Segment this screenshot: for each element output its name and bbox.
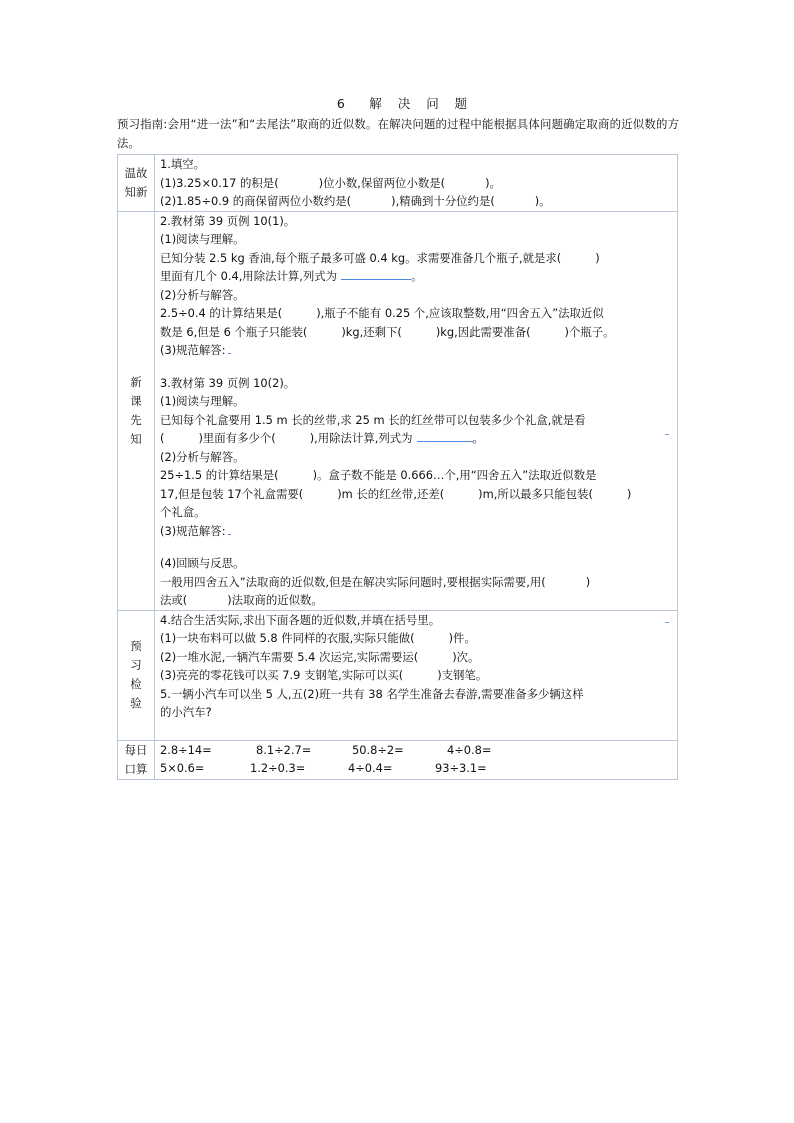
answer-underline[interactable] — [341, 268, 411, 280]
calc-item: 2.8÷14= — [160, 742, 212, 757]
example-3-read: (1)阅读与理解。 — [160, 394, 245, 408]
newlesson-row — [118, 211, 678, 610]
question-4-2: (2)一堆水泥,一辆汽车需要 5.4 次运完,实际需要运( )次。 — [160, 649, 480, 664]
calc-item: 50.8÷2= — [352, 742, 404, 757]
question-5-line-2: 的小汽车? — [160, 705, 212, 719]
preview-content — [155, 610, 678, 740]
cursor-mark — [228, 345, 231, 354]
example-2-text-2: 里面有几个 0.4,用除法计算,列式为 。 — [160, 269, 423, 283]
example-3-reflect-line-1: 一般用四舍五入”法取商的近似数,但是在解决实际问题时,要根据实际需要,用( ) — [160, 574, 591, 589]
newlesson-label: 新 课 先 知 — [118, 211, 155, 610]
review-heading: 1.填空。 — [160, 157, 206, 171]
daily-label: 每日 口算 — [118, 740, 155, 779]
question-4-3: (3)亮亮的零花钱可以买 7.9 支钢笔,实际可以买( )支钢笔。 — [160, 668, 488, 682]
example-2-answer-line-1: 2.5÷0.4 的计算结果是( ),瓶子不能有 0.25 个,应该取整数,用“四舍五入”法取近似 — [160, 306, 604, 320]
page-title: 6 解 决 问 题 — [336, 96, 474, 111]
example-3-text-2: ( )里面有多少个( ),用除法计算,列式为 。 — [160, 431, 484, 445]
example-3-reflect-line-2: 法或( )法取商的近似数。 — [160, 593, 323, 607]
calc-item: 4÷0.4= — [348, 761, 393, 775]
calc-item: 5×0.6= — [160, 761, 205, 775]
example-3-title: 3.教材第 39 页例 10(2)。 — [160, 375, 296, 390]
preview-row — [118, 610, 678, 740]
review-question-2: (2)1.85÷0.9 的商保留两位小数约是( ),精确到十分位约是( )。 — [160, 194, 551, 208]
answer-underline[interactable] — [417, 430, 473, 442]
example-3-solution: (3)规范解答: — [160, 522, 673, 541]
question-4-1: (1)一块布料可以做 5.8 件同样的衣服,实际只能做( )件。 — [160, 631, 476, 645]
review-row — [118, 155, 678, 212]
preview-label: 预 习 检 验 — [118, 610, 155, 740]
example-3-analyze: (2)分析与解答。 — [160, 449, 245, 464]
calc-row-1 — [160, 741, 673, 760]
worksheet-table — [117, 154, 678, 780]
cursor-mark — [228, 526, 231, 535]
example-2-solution: (3)规范解答: — [160, 341, 673, 360]
example-2-title: 2.教材第 39 页例 10(1)。 — [160, 213, 296, 228]
calc-row-2 — [160, 759, 673, 778]
margin-mark — [665, 434, 669, 435]
review-label: 温故 知新 — [118, 155, 155, 212]
preview-guide: 预习指南:会用“进一法”和“去尾法”取商的近似数。在解决问题的过程中能根据具体问题确定取商的近似数的方法。 — [117, 117, 679, 150]
calc-item: 4÷0.8= — [447, 742, 492, 757]
daily-row — [118, 740, 678, 779]
calc-item: 1.2÷0.3= — [250, 761, 306, 775]
calc-item: 8.1÷2.7= — [256, 742, 312, 757]
daily-content — [155, 740, 678, 779]
example-3-reflect: (4)回顾与反思。 — [160, 556, 245, 570]
margin-mark — [665, 622, 669, 623]
example-2-answer-line-2: 数是 6,但是 6 个瓶子只能装( )kg,还剩下( )kg,因此需要准备( )个瓶子。 — [160, 324, 615, 339]
example-3-answer-line-3: 个礼盒。 — [160, 505, 206, 519]
example-3-text-1: 已知每个礼盒要用 1.5 m 长的丝带,求 25 m 长的红丝带可以包装多少个礼盒,就是看 — [160, 412, 586, 427]
newlesson-content — [155, 211, 678, 610]
question-5-line-1: 5.一辆小汽车可以坐 5 人,五(2)班一共有 38 名学生准备去春游,需要准备多少辆这样 — [160, 686, 584, 701]
question-4: 4.结合生活实际,求出下面各题的近似数,并填在括号里。 — [160, 612, 441, 627]
example-2-analyze: (2)分析与解答。 — [160, 287, 245, 302]
example-2-read: (1)阅读与理解。 — [160, 232, 245, 246]
example-3-answer-line-2: 17,但是包装 17个礼盒需要( )m 长的红丝带,还差( )m,所以最多只能包装( ) — [160, 486, 632, 501]
calc-item: 93÷3.1= — [435, 761, 487, 775]
example-3-answer-line-1: 25÷1.5 的计算结果是( )。盒子数不能是 0.666…个,用“四舍五入”法取近似数是 — [160, 468, 597, 482]
review-question-1: (1)3.25×0.17 的积是( )位小数,保留两位小数是( )。 — [160, 175, 501, 190]
worksheet-page — [117, 94, 679, 780]
example-2-text-1: 已知分装 2.5 kg 香油,每个瓶子最多可盛 0.4 kg。求需要准备几个瓶子,就是求( ) — [160, 250, 600, 265]
review-content — [155, 155, 678, 212]
